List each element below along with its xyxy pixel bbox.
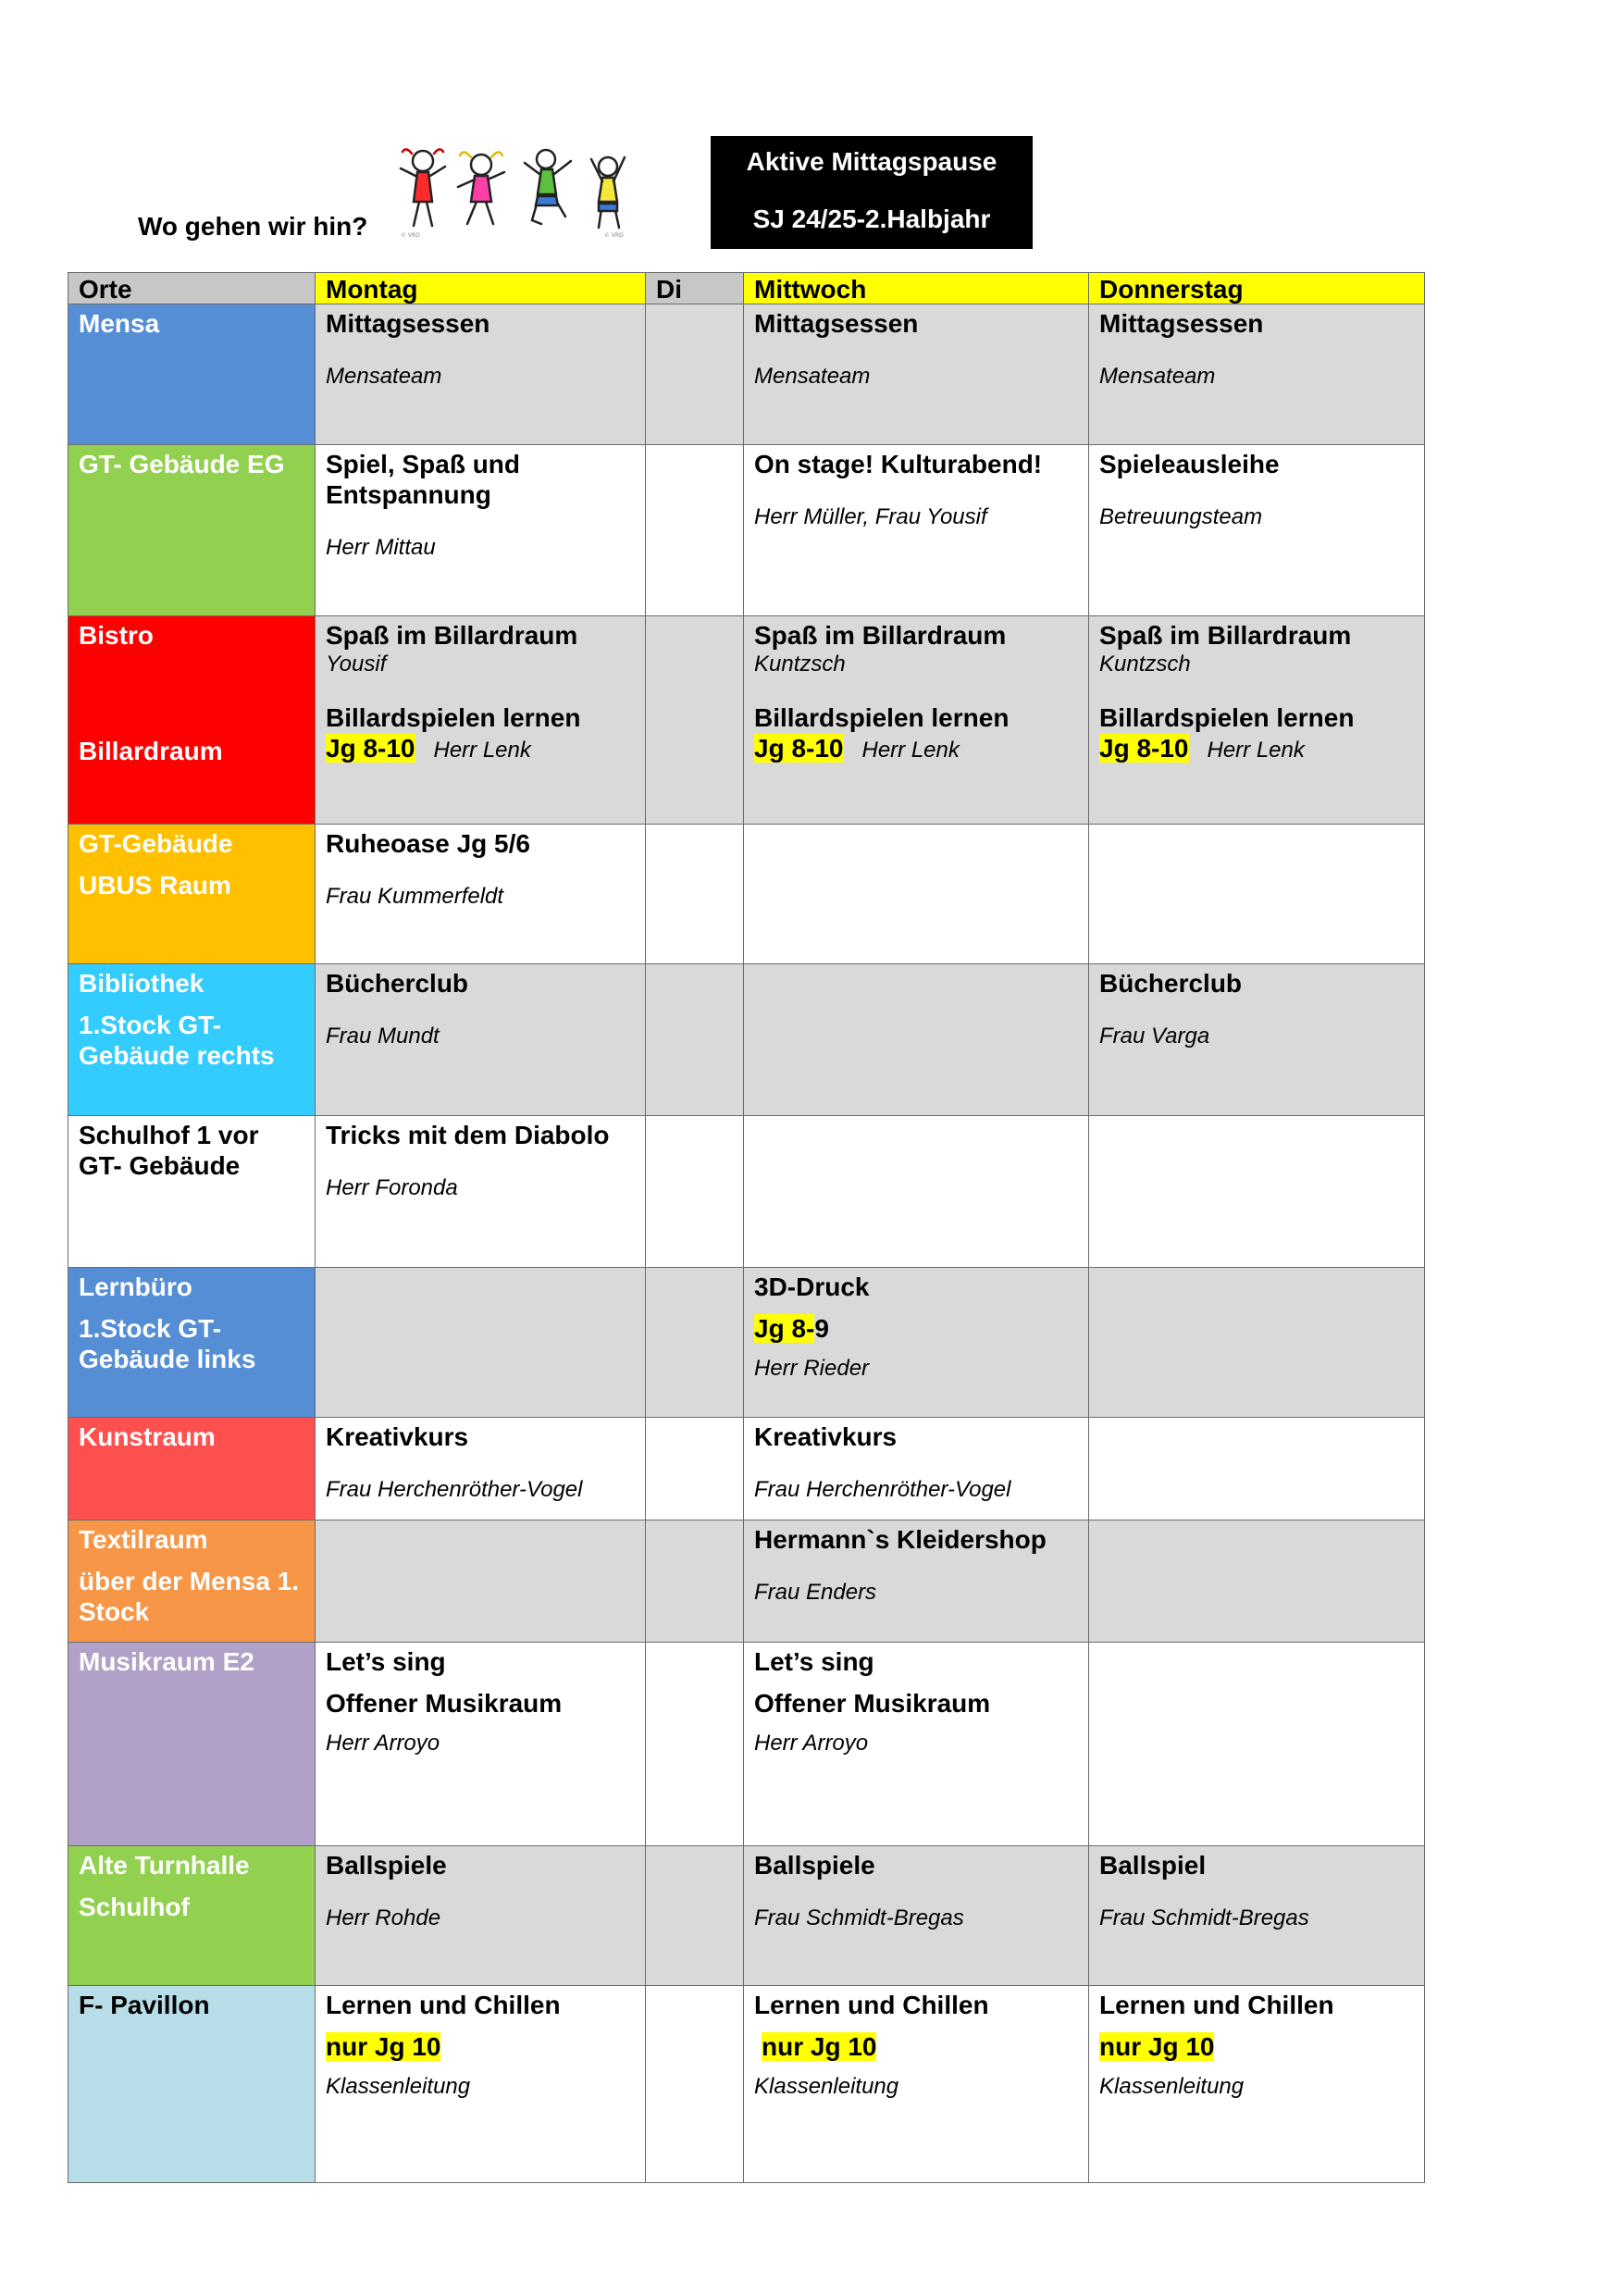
row-kunstraum bbox=[68, 1418, 1425, 1520]
activity-person: Betreuungsteam bbox=[1099, 504, 1263, 529]
di-cell bbox=[646, 1986, 744, 2183]
montag-cell bbox=[316, 445, 646, 616]
activity-person: Frau Herchenröther-Vogel bbox=[326, 1477, 583, 1502]
row-bistro bbox=[68, 616, 1425, 825]
activity-title: Mittagsessen bbox=[1099, 309, 1264, 338]
montag-cell bbox=[316, 1116, 646, 1268]
activity-title: Tricks mit dem Diabolo bbox=[326, 1121, 610, 1149]
montag-cell bbox=[316, 1418, 646, 1520]
activity-title: Bücherclub bbox=[1099, 969, 1243, 998]
activity-person: Frau Schmidt-Bregas bbox=[754, 1905, 964, 1930]
donnerstag-cell bbox=[1089, 1846, 1425, 1986]
activity-title: Let’s sing bbox=[754, 1647, 874, 1676]
montag-cell bbox=[316, 1986, 646, 2183]
activity-person: Mensateam bbox=[1099, 364, 1216, 389]
row-turnhalle bbox=[68, 1846, 1425, 1986]
grade-rest: 9 bbox=[814, 1314, 829, 1343]
col-header-donnerstag: Donnerstag bbox=[1089, 273, 1425, 304]
location-name: GT-Gebäude bbox=[79, 829, 233, 858]
col-header-mittwoch: Mittwoch bbox=[744, 273, 1089, 304]
child-figure-blue bbox=[525, 150, 571, 224]
montag-cell bbox=[316, 616, 646, 825]
mittwoch-cell bbox=[744, 616, 1089, 825]
location-name: Mensa bbox=[79, 309, 160, 338]
mittwoch-cell bbox=[744, 1986, 1089, 2183]
mittwoch-cell bbox=[744, 1520, 1089, 1643]
jumping-children-illustration bbox=[393, 141, 636, 239]
grade-highlight: Jg 8-10 bbox=[1099, 734, 1189, 763]
location-name: Bibliothek bbox=[79, 969, 204, 998]
donnerstag-cell bbox=[1089, 616, 1425, 825]
activity-title: On stage! Kulturabend! bbox=[754, 450, 1043, 478]
mittwoch-cell bbox=[744, 1846, 1089, 1986]
activity-title: Spaß im Billardraum bbox=[326, 621, 578, 650]
activity-person: Frau Schmidt-Bregas bbox=[1099, 1905, 1309, 1930]
di-cell bbox=[646, 1520, 744, 1643]
activity-title: Ballspiele bbox=[326, 1851, 447, 1880]
location-cell bbox=[68, 964, 316, 1116]
di-cell bbox=[646, 616, 744, 825]
location-name: Kunstraum bbox=[79, 1422, 216, 1451]
location-cell bbox=[68, 1846, 316, 1986]
activity-person: Herr Rieder bbox=[754, 1356, 870, 1381]
activity-person: Herr Rohde bbox=[326, 1905, 441, 1930]
donnerstag-cell bbox=[1089, 825, 1425, 964]
title-line2: SJ 24/25-2.Halbjahr bbox=[752, 205, 991, 233]
activity-title: Mittagsessen bbox=[754, 309, 919, 338]
location-name: GT- Gebäude EG bbox=[79, 450, 285, 478]
location-subname: Billardraum bbox=[79, 737, 223, 765]
location-name: Alte Turnhalle bbox=[79, 1851, 250, 1880]
location-cell bbox=[68, 616, 316, 825]
illustration-credit-left: © VRD bbox=[401, 232, 420, 239]
di-cell bbox=[646, 1116, 744, 1268]
location-subname: 1.Stock GT-Gebäude rechts bbox=[79, 1011, 275, 1070]
activity-title: Kreativkurs bbox=[754, 1422, 898, 1451]
location-cell bbox=[68, 825, 316, 964]
location-subname: 1.Stock GT-Gebäude links bbox=[79, 1314, 256, 1373]
activity-person: Herr Arroyo bbox=[754, 1731, 869, 1756]
activity-person: Frau Herchenröther-Vogel bbox=[754, 1477, 1011, 1502]
activity-title: Let’s sing bbox=[326, 1647, 446, 1676]
activity-title: Lernen und Chillen bbox=[1099, 1991, 1334, 2019]
activity-person: Klassenleitung bbox=[326, 2074, 471, 2099]
activity-person: Mensateam bbox=[754, 364, 871, 389]
mittwoch-cell bbox=[744, 1268, 1089, 1418]
donnerstag-cell bbox=[1089, 1520, 1425, 1643]
activity-title: Billardspielen lernen bbox=[326, 703, 581, 732]
activity-title: Spieleausleihe bbox=[1099, 450, 1280, 478]
child-figure-red bbox=[401, 149, 445, 226]
activity-title: Billardspielen lernen bbox=[1099, 703, 1355, 732]
di-cell bbox=[646, 1418, 744, 1520]
location-name: Musikraum E2 bbox=[79, 1647, 254, 1676]
montag-cell bbox=[316, 825, 646, 964]
activity-title: Ballspiele bbox=[754, 1851, 875, 1880]
location-cell bbox=[68, 1520, 316, 1643]
grade-highlight: Jg 8-10 bbox=[326, 734, 415, 763]
activity-subtitle: Offener Musikraum bbox=[326, 1689, 563, 1718]
activity-title: Lernen und Chillen bbox=[326, 1991, 561, 2019]
row-pavillon bbox=[68, 1986, 1425, 2183]
di-cell bbox=[646, 445, 744, 616]
location-subname: über der Mensa 1. Stock bbox=[79, 1567, 300, 1626]
mittwoch-cell bbox=[744, 445, 1089, 616]
activity-person: Frau Varga bbox=[1099, 1024, 1210, 1049]
donnerstag-cell bbox=[1089, 1643, 1425, 1846]
illustration-credit-right: © VRD bbox=[604, 232, 624, 239]
di-cell bbox=[646, 1846, 744, 1986]
mittwoch-cell bbox=[744, 1418, 1089, 1520]
activity-person: Herr Foronda bbox=[326, 1175, 458, 1200]
activity-person: Herr Arroyo bbox=[326, 1731, 440, 1756]
activity-person: Herr Lenk bbox=[1207, 738, 1305, 763]
activity-title: Spaß im Billardraum bbox=[1099, 621, 1352, 650]
montag-cell bbox=[316, 304, 646, 445]
mittwoch-cell bbox=[744, 1116, 1089, 1268]
activity-title: Billardspielen lernen bbox=[754, 703, 1010, 732]
activity-title: Hermann`s Kleidershop bbox=[754, 1525, 1047, 1554]
row-gt-eg bbox=[68, 445, 1425, 616]
activity-person: Herr Lenk bbox=[433, 738, 531, 763]
activity-title: Ballspiel bbox=[1099, 1851, 1207, 1880]
montag-cell bbox=[316, 1846, 646, 1986]
title-box bbox=[711, 136, 1033, 249]
location-cell bbox=[68, 445, 316, 616]
grade-highlight: nur Jg 10 bbox=[1099, 2032, 1215, 2061]
col-header-montag: Montag bbox=[316, 273, 646, 304]
di-cell bbox=[646, 1643, 744, 1846]
location-subname: UBUS Raum bbox=[79, 871, 231, 900]
activity-title: Mittagsessen bbox=[326, 309, 490, 338]
activity-title: Bücherclub bbox=[326, 969, 469, 998]
location-cell bbox=[68, 1643, 316, 1846]
mittwoch-cell bbox=[744, 304, 1089, 445]
location-cell bbox=[68, 304, 316, 445]
donnerstag-cell bbox=[1089, 1986, 1425, 2183]
location-subname: Schulhof bbox=[79, 1893, 190, 1921]
activity-person: Herr Lenk bbox=[861, 738, 960, 763]
header-row bbox=[68, 273, 1425, 304]
grade-highlight: nur Jg 10 bbox=[762, 2032, 877, 2061]
row-musikraum bbox=[68, 1643, 1425, 1846]
location-name: F- Pavillon bbox=[79, 1991, 210, 2019]
activity-person: Klassenleitung bbox=[1099, 2074, 1245, 2099]
activity-person: Kuntzsch bbox=[1099, 652, 1191, 676]
activity-person: Frau Enders bbox=[754, 1580, 877, 1605]
activity-title: 3D-Druck bbox=[754, 1272, 870, 1301]
grade-highlight: Jg 8- bbox=[754, 1314, 815, 1343]
activity-person: Mensateam bbox=[326, 364, 442, 389]
row-mensa bbox=[68, 304, 1425, 445]
location-cell bbox=[68, 1986, 316, 2183]
row-bibliothek bbox=[68, 964, 1425, 1116]
title-line1: Aktive Mittagspause bbox=[746, 147, 997, 176]
row-ubus bbox=[68, 825, 1425, 964]
activity-title: Kreativkurs bbox=[326, 1422, 469, 1451]
activity-person: Frau Mundt bbox=[326, 1024, 440, 1049]
mittwoch-cell bbox=[744, 1643, 1089, 1846]
location-name: Textilraum bbox=[79, 1525, 208, 1554]
grade-highlight: Jg 8-10 bbox=[754, 734, 844, 763]
location-name: Bistro bbox=[79, 621, 154, 650]
mittwoch-cell bbox=[744, 964, 1089, 1116]
donnerstag-cell bbox=[1089, 304, 1425, 445]
mittwoch-cell bbox=[744, 825, 1089, 964]
location-name: Schulhof 1 vor GT- Gebäude bbox=[79, 1121, 259, 1180]
activity-title: Spiel, Spaß und Entspannung bbox=[326, 450, 521, 509]
di-cell bbox=[646, 964, 744, 1116]
montag-cell bbox=[316, 1268, 646, 1418]
activity-person: Herr Müller, Frau Yousif bbox=[754, 504, 987, 529]
montag-cell bbox=[316, 1643, 646, 1846]
montag-cell bbox=[316, 1520, 646, 1643]
grade-highlight: nur Jg 10 bbox=[326, 2032, 441, 2061]
activity-title: Ruheoase Jg 5/6 bbox=[326, 829, 530, 858]
row-schulhof1 bbox=[68, 1116, 1425, 1268]
location-name: Lernbüro bbox=[79, 1272, 192, 1301]
col-header-di: Di bbox=[646, 273, 744, 304]
activity-title: Spaß im Billardraum bbox=[754, 621, 1007, 650]
child-figure-yellow bbox=[591, 157, 625, 228]
location-cell bbox=[68, 1116, 316, 1268]
activity-person: Kuntzsch bbox=[754, 652, 846, 676]
activity-person: Herr Mittau bbox=[326, 535, 436, 560]
di-cell bbox=[646, 1268, 744, 1418]
activity-person: Yousif bbox=[326, 652, 387, 676]
activity-person: Klassenleitung bbox=[754, 2074, 899, 2099]
question-heading: Wo gehen wir hin? bbox=[138, 212, 368, 241]
donnerstag-cell bbox=[1089, 1418, 1425, 1520]
location-cell bbox=[68, 1268, 316, 1418]
di-cell bbox=[646, 825, 744, 964]
row-textilraum bbox=[68, 1520, 1425, 1643]
di-cell bbox=[646, 304, 744, 445]
col-header-orte: Orte bbox=[68, 273, 316, 304]
montag-cell bbox=[316, 964, 646, 1116]
activity-person: Frau Kummerfeldt bbox=[326, 884, 504, 909]
donnerstag-cell bbox=[1089, 964, 1425, 1116]
schedule-table bbox=[68, 272, 1425, 2183]
donnerstag-cell bbox=[1089, 445, 1425, 616]
donnerstag-cell bbox=[1089, 1268, 1425, 1418]
activity-title: Lernen und Chillen bbox=[754, 1991, 989, 2019]
child-figure-pink bbox=[458, 152, 504, 224]
row-lernbuero bbox=[68, 1268, 1425, 1418]
location-cell bbox=[68, 1418, 316, 1520]
donnerstag-cell bbox=[1089, 1116, 1425, 1268]
activity-subtitle: Offener Musikraum bbox=[754, 1689, 991, 1718]
